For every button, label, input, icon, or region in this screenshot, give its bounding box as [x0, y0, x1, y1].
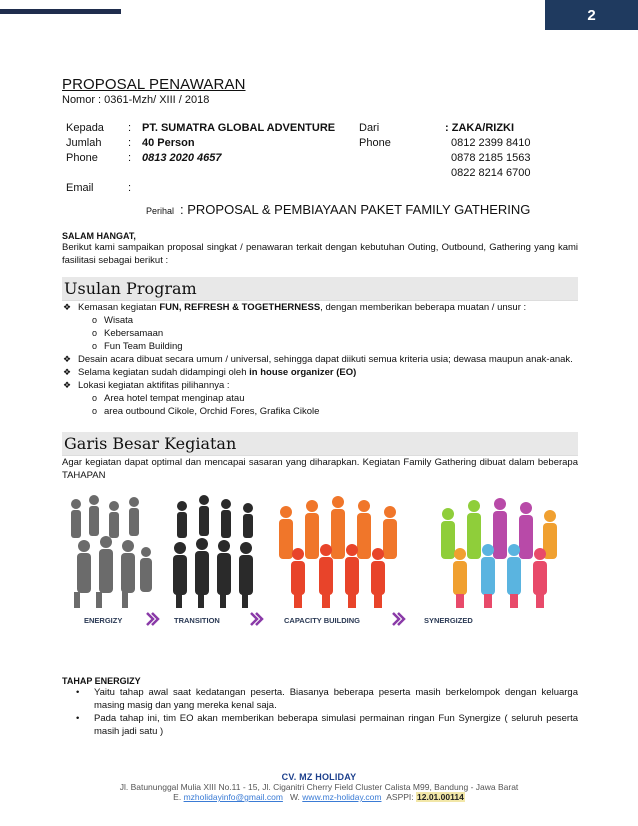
- tahap-item-1: • Yaitu tahap awal saat kedatangan peserta. Biasanya beberapa peserta masih berkelompok dengan keluarga masing masig dan yang mereka kenal saja.: [76, 687, 578, 711]
- usulan-item-3: ❖ Selama kegiatan sudah didampingi oleh in house organizer (EO): [63, 367, 357, 378]
- circle-bullet-icon: o: [92, 315, 98, 325]
- tahap-title: TAHAP ENERGIZY: [62, 676, 141, 686]
- stage-label-synergized: SYNERGIZED: [424, 616, 473, 625]
- chevron-right-icon: [250, 612, 264, 626]
- dari-value: : ZAKA/RIZKI: [445, 122, 515, 134]
- tahap-item-2: • Pada tahap ini, tim EO akan memberikan beberapa simulasi permainan ringan Fun Synergize ( seluruh peserta masih jadi satu ): [76, 713, 578, 737]
- diamond-bullet-icon: ❖: [63, 354, 72, 364]
- recipient-info: [62, 122, 578, 200]
- phone-value: 0813 2020 4657: [142, 152, 222, 164]
- perihal-line: Perihal : PROPOSAL & PEMBIAYAAN PAKET FAMILY GATHERING: [146, 202, 531, 217]
- dari-row: Dari : ZAKA/RIZKI: [359, 122, 515, 134]
- stage-label-capacity-building: CAPACITY BUILDING: [284, 616, 360, 625]
- circle-bullet-icon: o: [92, 328, 98, 338]
- footer-contacts: E. mzholidayinfo@gmail.com W. www.mz-holiday.com ASPPI: 12.01.00114: [173, 792, 464, 802]
- phone-row: Phone : 0813 2020 4657: [66, 152, 222, 164]
- jumlah-row: Jumlah : 40 Person: [66, 137, 195, 149]
- usulan-item-1: ❖ Kemasan kegiatan FUN, REFRESH & TOGETHERNESS, dengan memberikan beberapa muatan / unsur :: [63, 302, 527, 313]
- greeting: SALAM HANGAT,: [62, 231, 136, 241]
- document-number: Nomor : 0361-Mzh/ XIII / 2018: [62, 94, 210, 106]
- crowd-capacity-building-icon: [272, 492, 404, 610]
- usulan-item-4: ❖ Lokasi kegiatan aktifitas pilihannya :: [63, 380, 230, 391]
- circle-bullet-icon: o: [92, 341, 98, 351]
- crowd-synergized-icon: [434, 492, 562, 610]
- usulan-sub-3: o Fun Team Building: [92, 341, 183, 352]
- footer-web-link[interactable]: www.mz-holiday.com: [302, 792, 382, 802]
- garis-intro-paragraph: Agar kegiatan dapat optimal dan mencapai sasaran yang diharapkan. Kegiatan Family Gathering dibuat dalam beberapa TAHAPAN: [62, 457, 578, 481]
- diamond-bullet-icon: ❖: [63, 302, 72, 312]
- footer-address: Jl. Batununggal Mulia XIII No.11 - 15, Jl. Ciganitri Cherry Field Cluster Calista M99, Bandung - Jawa Barat: [119, 782, 519, 792]
- stages-infographic: [62, 492, 578, 638]
- phone2-value-3: 0822 8214 6700: [451, 167, 531, 179]
- perihal-value: : PROPOSAL & PEMBIAYAAN PAKET FAMILY GATHERING: [180, 202, 531, 217]
- kepada-row: Kepada : PT. SUMATRA GLOBAL ADVENTURE: [66, 122, 336, 134]
- jumlah-value: 40 Person: [142, 137, 195, 149]
- usulan-sub-5: o area outbound Cikole, Orchid Fores, Grafika Cikole: [92, 406, 320, 417]
- intro-paragraph: Berikut kami sampaikan proposal singkat / penawaran terkait dengan kebutuhan Outing, Outbound, Gathering yang kami fasilitasi sebagai berikut :: [62, 242, 578, 266]
- footer: [0, 772, 638, 802]
- dot-bullet-icon: •: [76, 713, 80, 724]
- section-usulan-program: Usulan Program: [62, 277, 578, 301]
- phone2-value-1: 0812 2399 8410: [451, 137, 531, 149]
- usulan-sub-2: o Kebersamaan: [92, 328, 164, 339]
- chevron-right-icon: [392, 612, 406, 626]
- phone2-row: Phone 0812 2399 8410: [359, 137, 531, 149]
- email-row: Email :: [66, 182, 132, 194]
- document-body: [62, 76, 578, 738]
- kepada-value: PT. SUMATRA GLOBAL ADVENTURE: [142, 122, 336, 134]
- usulan-sub-1: o Wisata: [92, 315, 134, 326]
- stage-label-transition: TRANSITION: [174, 616, 220, 625]
- dot-bullet-icon: •: [76, 687, 80, 698]
- circle-bullet-icon: o: [92, 393, 98, 403]
- phone2-value-2: 0878 2185 1563: [451, 152, 531, 164]
- page-number: 2: [587, 6, 596, 24]
- diamond-bullet-icon: ❖: [63, 380, 72, 390]
- page-number-tab: [545, 0, 638, 30]
- circle-bullet-icon: o: [92, 406, 98, 416]
- crowd-energizy-icon: [66, 492, 154, 610]
- stage-label-energizy: ENERGIZY: [84, 616, 123, 625]
- usulan-item-2: ❖ Desain acara dibuat secara umum / universal, sehingga dapat diikuti semua kriteria usia; dewasa maupun anak-anak.: [63, 354, 573, 365]
- crowd-transition-icon: [168, 492, 260, 610]
- footer-company: CV. MZ HOLIDAY: [281, 772, 357, 782]
- top-accent-bar: [0, 9, 121, 14]
- section-garis-besar: Garis Besar Kegiatan: [62, 432, 578, 456]
- chevron-right-icon: [146, 612, 160, 626]
- diamond-bullet-icon: ❖: [63, 367, 72, 377]
- usulan-sub-4: o Area hotel tempat menginap atau: [92, 393, 245, 404]
- footer-email-link[interactable]: mzholidayinfo@gmail.com: [183, 792, 283, 802]
- document-title: PROPOSAL PENAWARAN: [62, 76, 246, 93]
- footer-asppi: 12.01.00114: [417, 792, 464, 802]
